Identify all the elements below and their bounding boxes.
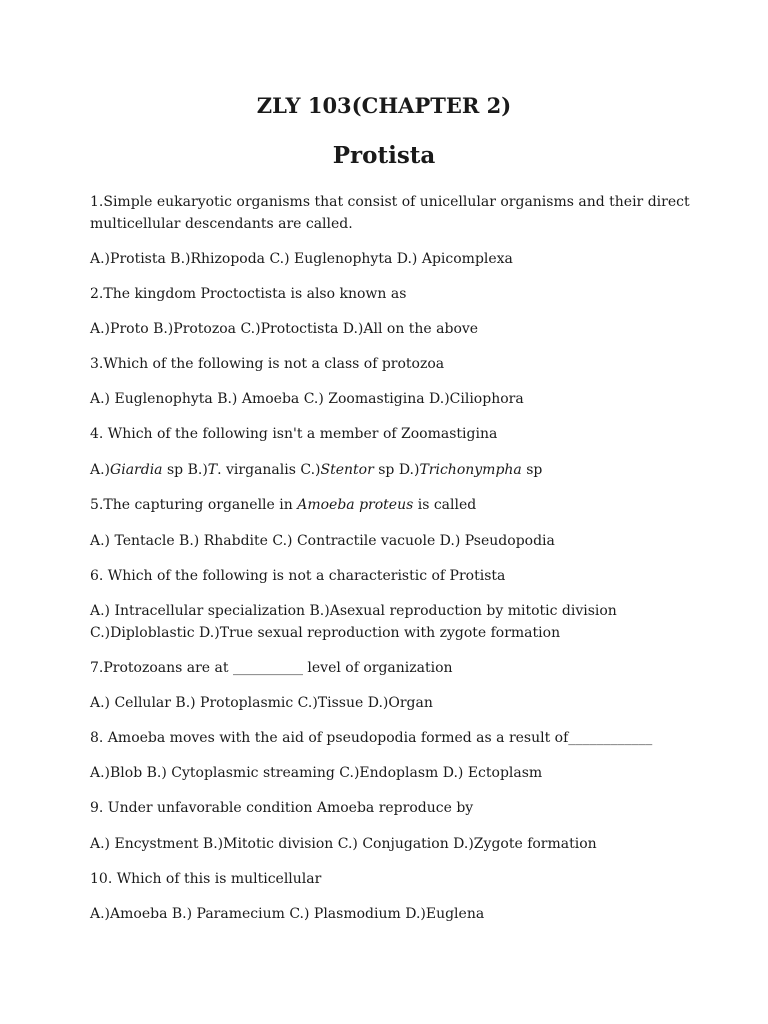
option-text: sp B.) <box>162 462 208 478</box>
question-6: 6. Which of the following is not a characteristic of Protista <box>90 568 506 584</box>
question-10: 10. Which of this is multicellular <box>90 871 322 887</box>
question-1-options: A.)Protista B.)Rhizopoda C.) Euglenophyta D.) Apicomplexa <box>90 251 513 267</box>
question-9-options: A.) Encystment B.)Mitotic division C.) Conjugation D.)Zygote formation <box>90 836 597 852</box>
question-3: 3.Which of the following is not a class of protozoa <box>90 356 445 372</box>
option-prefix: A.) <box>90 462 111 478</box>
question-1: 1.Simple eukaryotic organisms that consist of unicellular organisms and their direct multicellular descendants are called. <box>90 194 690 232</box>
question-10-options: A.)Amoeba B.) Paramecium C.) Plasmodium D.)Euglena <box>90 906 485 922</box>
question-2-options: A.)Proto B.)Protozoa C.)Protoctista D.)All on the above <box>90 321 479 337</box>
chapter-heading: Protista <box>332 142 436 169</box>
question-text: 5.The capturing organelle in <box>90 497 298 513</box>
question-text: is called <box>413 497 477 513</box>
species-name-amoeba-proteus: Amoeba proteus <box>297 497 414 513</box>
species-name-giardia: Giardia <box>110 462 163 478</box>
question-8: 8. Amoeba moves with the aid of pseudopodia formed as a result of____________ <box>90 730 653 746</box>
question-9: 9. Under unfavorable condition Amoeba reproduce by <box>90 800 474 816</box>
option-text: . virganalis C.) <box>217 462 321 478</box>
question-2: 2.The kingdom Proctoctista is also known as <box>90 286 407 302</box>
option-text: sp D.) <box>373 462 420 478</box>
question-5-options: A.) Tentacle B.) Rhabdite C.) Contractile vacuole D.) Pseudopodia <box>90 533 555 549</box>
species-name-trichonympha: Trichonympha <box>419 462 522 478</box>
question-3-options: A.) Euglenophyta B.) Amoeba C.) Zoomastigina D.)Ciliophora <box>90 391 524 407</box>
question-8-options: A.)Blob B.) Cytoplasmic streaming C.)Endoplasm D.) Ectoplasm <box>90 765 543 781</box>
option-text: sp <box>521 462 543 478</box>
question-7-options: A.) Cellular B.) Protoplasmic C.)Tissue D.)Organ <box>90 695 433 711</box>
document-title: ZLY 103(CHAPTER 2) <box>256 93 512 118</box>
question-4: 4. Which of the following isn't a member of Zoomastigina <box>90 426 498 442</box>
question-6-options: A.) Intracellular specialization B.)Asexual reproduction by mitotic division C.)Diploblastic D.)True sexual reproduction with zygote formation <box>90 603 617 641</box>
species-name-stentor: Stentor <box>320 462 374 478</box>
question-5 <box>90 494 476 516</box>
question-4-options <box>90 459 542 481</box>
question-7: 7.Protozoans are at __________ level of organization <box>90 660 453 676</box>
species-name-t: T <box>207 462 218 478</box>
